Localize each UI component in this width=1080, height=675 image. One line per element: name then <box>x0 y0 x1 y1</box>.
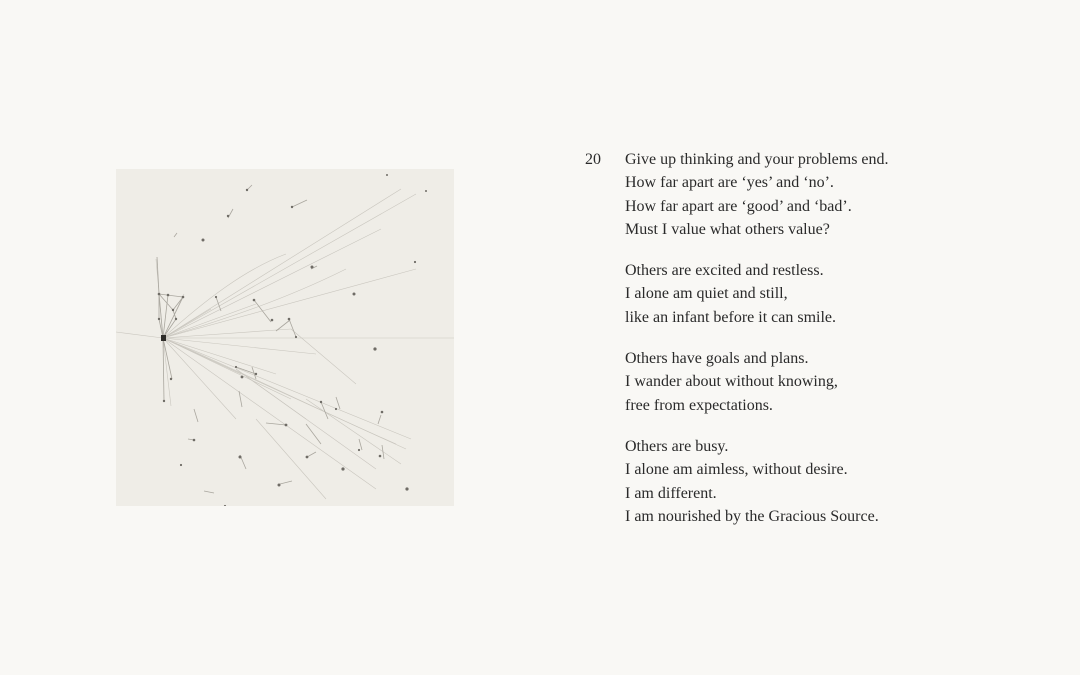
stanza-1 <box>625 148 945 241</box>
poem-line: I alone am aimless, without desire. <box>625 461 848 479</box>
poem-stanzas <box>625 148 945 546</box>
poem-line: How far apart are ‘good’ and ‘bad’. <box>625 197 852 215</box>
poem-line: I am nourished by the Gracious Source. <box>625 507 879 525</box>
poem-number: 20 <box>585 151 601 168</box>
stanza-3 <box>625 347 945 417</box>
stanza-2 <box>625 259 945 329</box>
stanza-4 <box>625 435 945 528</box>
poem-line: I am different. <box>625 484 717 502</box>
poem-line: Must I value what others value? <box>625 220 830 238</box>
poem-line: free from expectations. <box>625 396 773 414</box>
poem-line: Others are excited and restless. <box>625 262 824 280</box>
poem-line: Give up thinking and your problems end. <box>625 151 889 168</box>
poem-line: I alone am quiet and still, <box>625 285 788 303</box>
network-artwork-graphic <box>116 169 454 506</box>
poem-line: Others have goals and plans. <box>625 350 809 368</box>
poem-line: I wander about without knowing, <box>625 373 838 391</box>
network-artwork <box>116 169 454 506</box>
poem-line: How far apart are ‘yes’ and ‘no’. <box>625 174 834 192</box>
poem-line: Others are busy. <box>625 437 729 455</box>
poem-line: like an infant before it can smile. <box>625 308 837 326</box>
